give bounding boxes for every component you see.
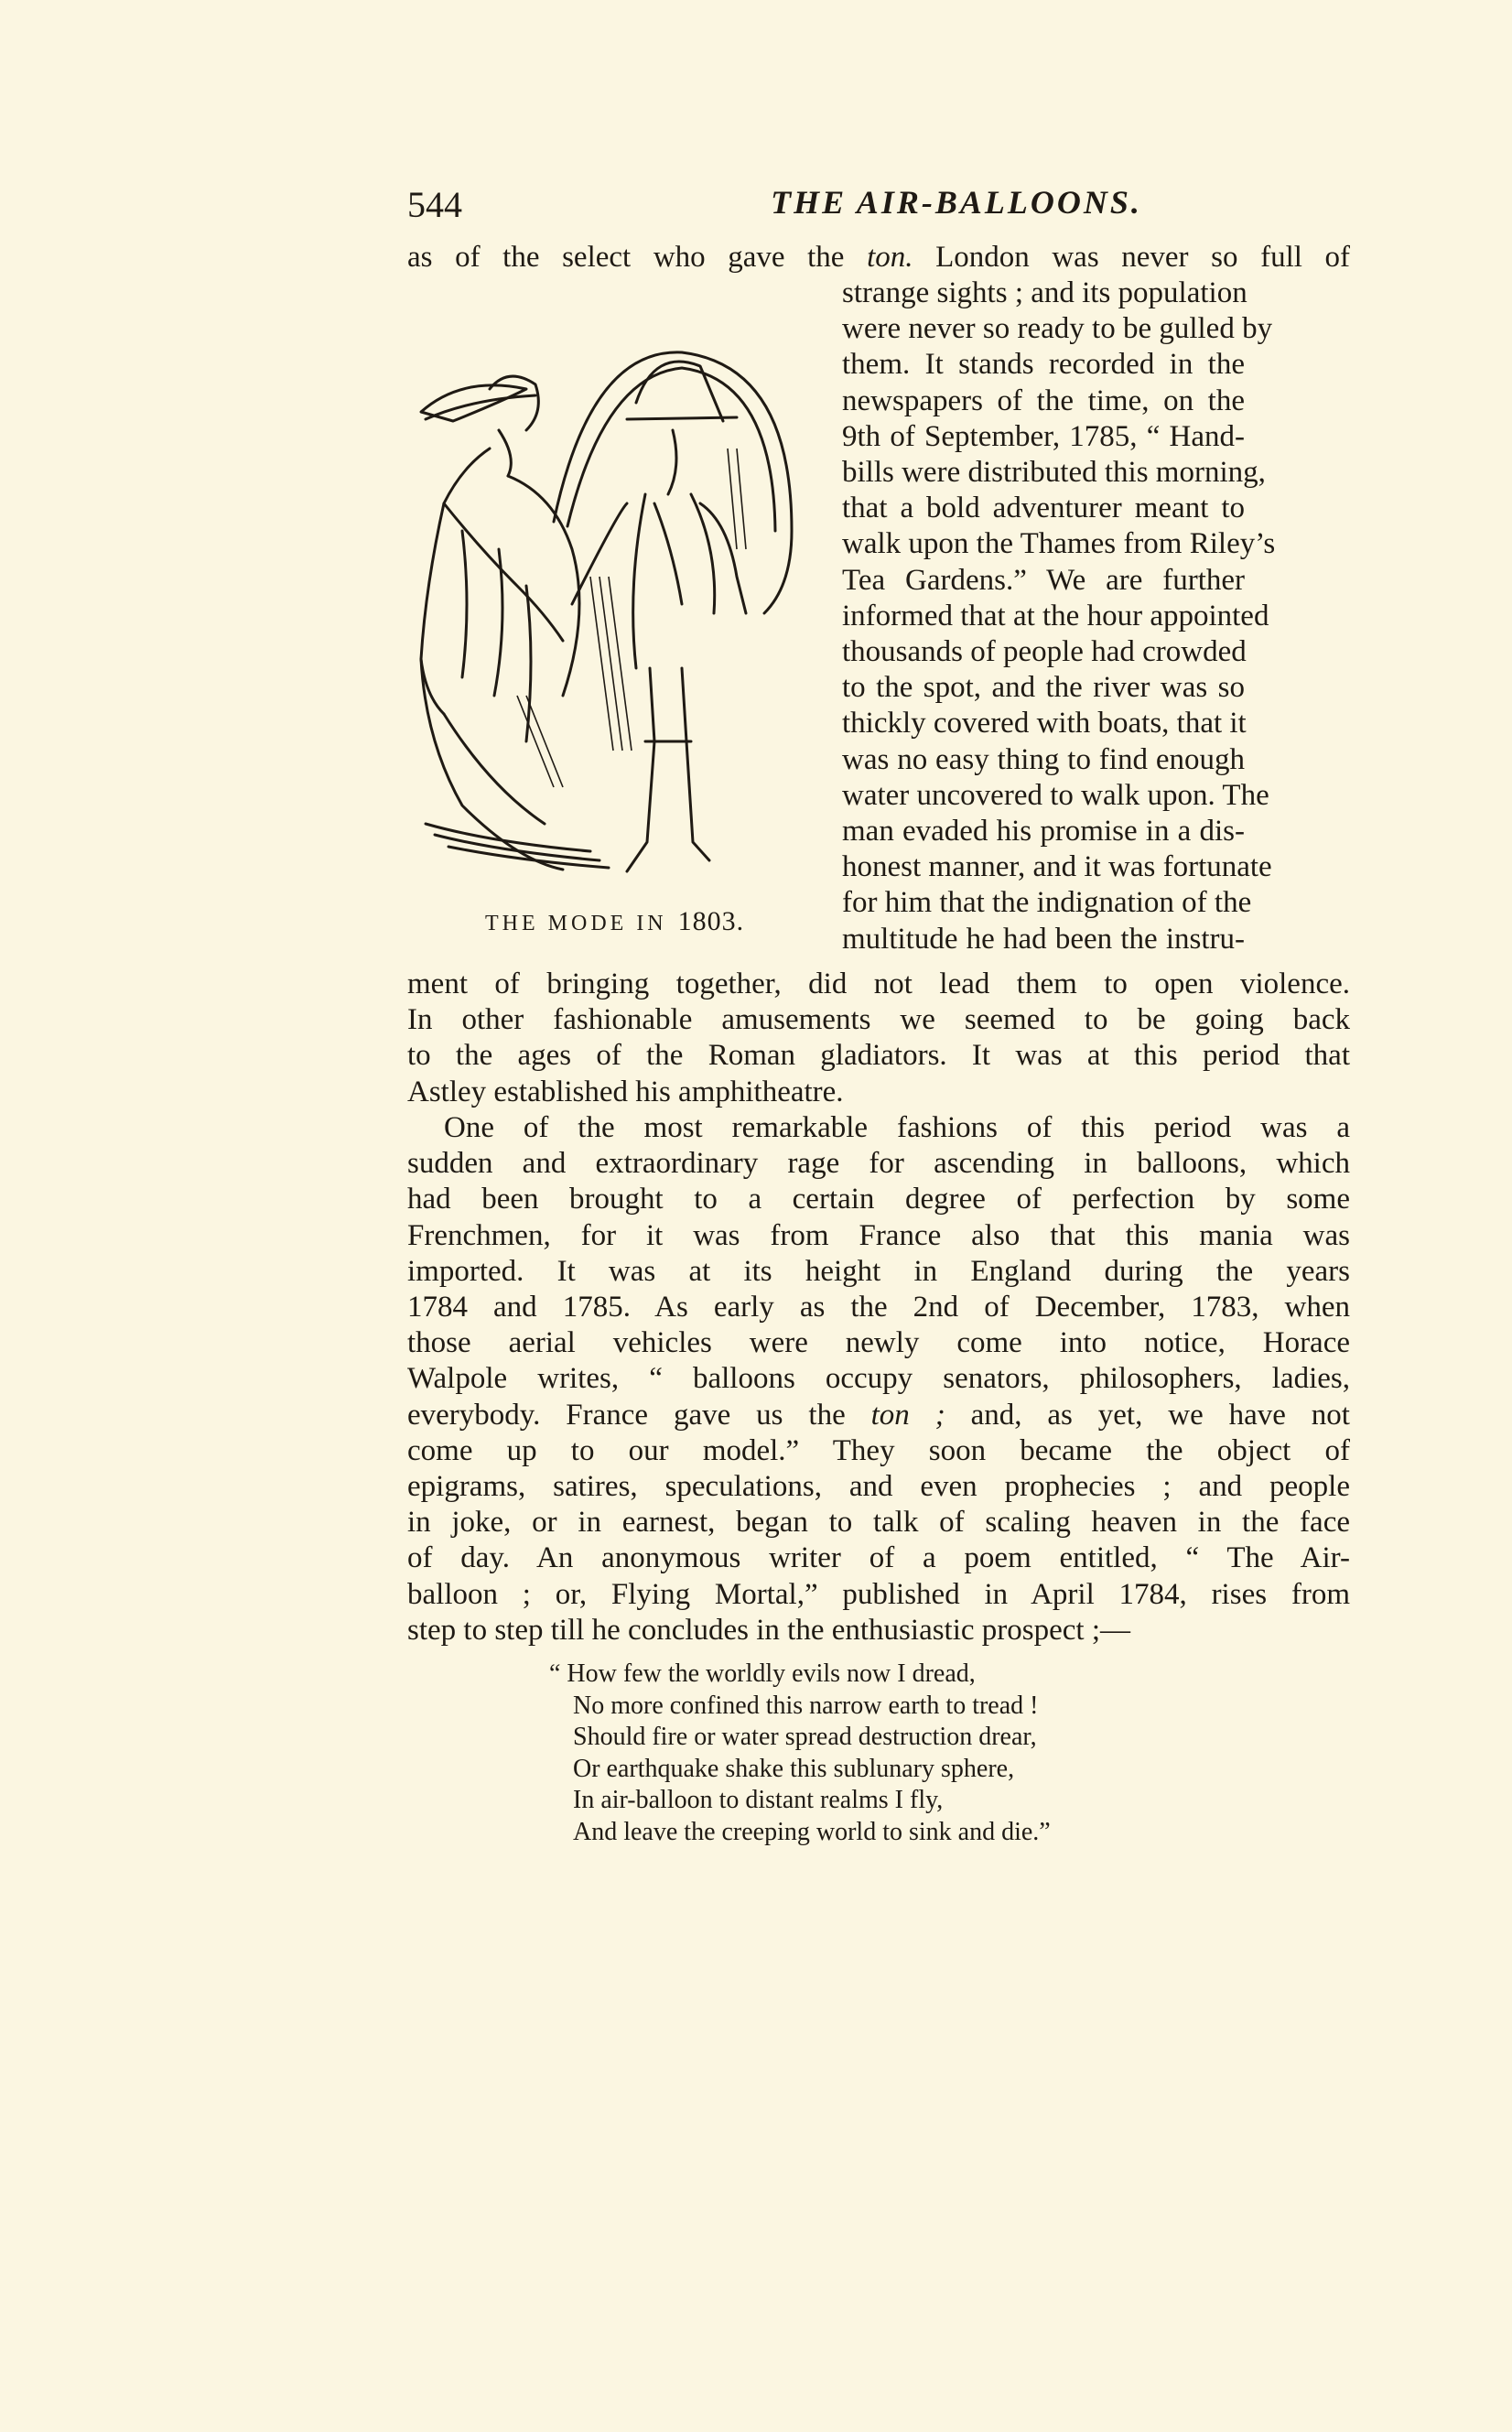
text-line: 1784 and 1785. As early as the 2nd of December, 1783, when	[407, 1291, 1350, 1324]
quoted-poem	[549, 1659, 1245, 1848]
text-line: imported. It was at its height in England during the years	[407, 1254, 1350, 1288]
text-line: ment of bringing together, did not lead them to open violence.	[407, 967, 1350, 1000]
paragraph-2	[407, 1110, 1350, 1648]
text-line: balloon ; or, Flying Mortal,” published in April 1784, rises from	[407, 1577, 1350, 1611]
text-line: to the spot, and the river was so	[842, 671, 1245, 705]
italic-word: ton.	[867, 241, 913, 274]
text-line	[407, 1398, 1350, 1433]
text-segment: London was never so full of	[913, 241, 1351, 274]
text-line: 9th of September, 1785, “ Hand-	[842, 419, 1245, 453]
poem-line: Should fire or water spread destruction drear,	[573, 1723, 1037, 1751]
body-first-line	[407, 240, 1350, 276]
text-segment: as of the select who gave the	[407, 241, 868, 274]
text-line: walk upon the Thames from Riley’s	[842, 527, 1276, 561]
poem-line: No more confined this narrow earth to tread !	[573, 1691, 1039, 1720]
text-line: Tea Gardens.” We are further	[842, 563, 1245, 597]
text-line: man evaded his promise in a dis-	[842, 815, 1245, 848]
text-segment: and, as yet, we have not	[945, 1398, 1350, 1432]
paragraph-1-end	[407, 967, 1350, 1110]
poem-line: Or earthquake shake this sublunary sphere,	[573, 1754, 1015, 1783]
page-header	[407, 183, 1350, 238]
text-line: newspapers of the time, on the	[842, 384, 1245, 417]
text-line: honest manner, and it was fortunate	[842, 850, 1272, 884]
running-title: THE AIR-BALLOONS.	[771, 184, 1142, 221]
caption-text: THE MODE IN	[485, 912, 667, 935]
page-number: 544	[407, 184, 462, 225]
text-line	[407, 240, 1350, 276]
poem-line: “ How few the worldly evils now I dread,	[549, 1659, 976, 1688]
text-line: In other fashionable amusements we seemed to be going back	[407, 1003, 1350, 1037]
text-line: that a bold adventurer meant to	[842, 492, 1245, 525]
text-line: One of the most remarkable fashions of this period was a	[444, 1111, 1350, 1144]
text-line: to the ages of the Roman gladiators. It was at this period that	[407, 1039, 1350, 1073]
text-line: Frenchmen, for it was from France also that this mania was	[407, 1218, 1350, 1252]
text-line: had been brought to a certain degree of perfection by some	[407, 1183, 1350, 1216]
caption-year: 1803.	[677, 906, 745, 936]
text-line: in joke, or in earnest, began to talk of scaling heaven in the face	[407, 1506, 1350, 1540]
poem-line: In air-balloon to distant realms I fly,	[573, 1786, 944, 1814]
wrapped-column	[407, 276, 1350, 957]
text-line: thickly covered with boats, that it	[842, 707, 1247, 740]
text-line: multitude he had been the instru-	[842, 922, 1245, 956]
text-line: bills were distributed this morning,	[842, 456, 1266, 490]
text-line: Walpole writes, “ balloons occupy senators, philosophers, ladies,	[407, 1362, 1350, 1396]
text-line: informed that at the hour appointed	[842, 599, 1269, 632]
text-line: them. It stands recorded in the	[842, 348, 1245, 382]
text-line: Astley established his amphitheatre.	[407, 1075, 844, 1108]
text-line: water uncovered to walk upon. The	[842, 778, 1269, 812]
text-line: were never so ready to be gulled by	[842, 312, 1273, 346]
text-line: epigrams, satires, speculations, and even prophecies ; and people	[407, 1470, 1350, 1504]
text-line: for him that the indignation of the	[842, 886, 1252, 920]
text-segment: everybody. France gave us the	[407, 1398, 871, 1432]
italic-word: ton ;	[870, 1398, 945, 1432]
text-line: those aerial vehicles were newly come into notice, Horace	[407, 1326, 1350, 1360]
text-line: sudden and extraordinary rage for ascending in balloons, which	[407, 1147, 1350, 1181]
text-line: was no easy thing to find enough	[842, 742, 1245, 776]
text-line: step to step till he concludes in the enthusiastic prospect ;—	[407, 1613, 1131, 1647]
text-line: come up to our model.” They soon became the object of	[407, 1433, 1350, 1467]
text-line: thousands of people had crowded	[842, 635, 1247, 669]
text-line: strange sights ; and its population	[842, 276, 1247, 309]
poem-line: And leave the creeping world to sink and die.”	[573, 1817, 1051, 1846]
text-line: of day. An anonymous writer of a poem entitled, “ The Air-	[407, 1541, 1350, 1575]
